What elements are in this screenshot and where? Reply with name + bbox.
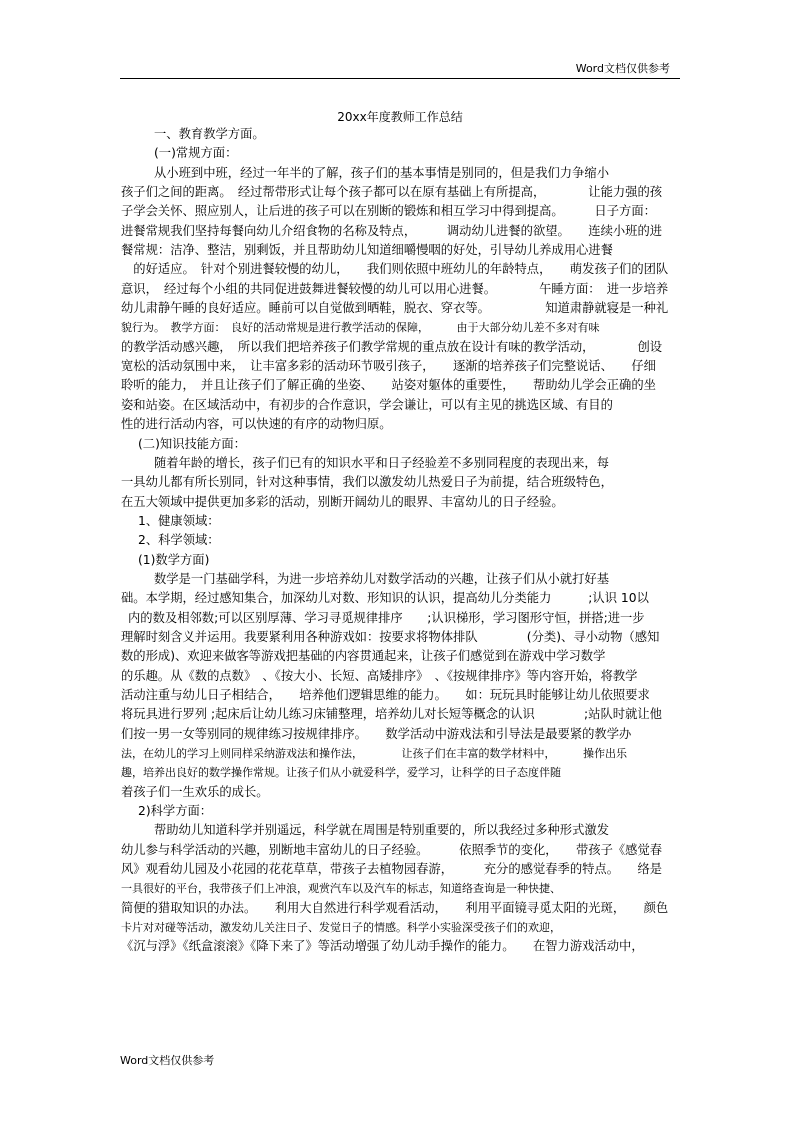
body-line: (二)知识技能方面： <box>138 436 246 451</box>
body-line: 帮助幼儿知道科学并别遥远，科学就在周围是特别重要的，所以我经过多种形式激发 <box>154 823 609 838</box>
body-line: 着孩子们一生欢乐的成长。 <box>121 784 269 799</box>
body-line: 风》观看幼儿园及小花园的花花草草，带孩子去植物园春游， 充分的感觉春季的特点。 络是 <box>121 862 663 877</box>
body-line: 的好适应。 针对个别进餐较慢的幼儿， 我们则依照中班幼儿的年龄特点， 萌发孩子们的团队 <box>121 262 669 277</box>
body-line: 聆听的能力， 并且让孩子们了解正确的坐姿、 站姿对躯体的重要性， 帮助幼儿学会正确的坐 <box>121 378 656 393</box>
body-line: 进餐常规我们坚持每餐向幼儿介绍食物的名称及特点， 调动幼儿进餐的欲望。 连续小班的进 <box>121 223 663 238</box>
body-line: 宽松的活动氛围中来， 让丰富多彩的活动环节吸引孩子， 逐渐的培养孩子们完整说话、 仔细 <box>121 359 656 374</box>
body-line: 内的数及相邻数;可以区别厚薄、学习寻觅规律排序 ;认识梯形，学习图形守恒，拼搭;进一步 <box>128 610 645 625</box>
body-line: 础。本学期，经过感知集合，加深幼儿对数、形知识的认识，提高幼儿分类能力 ;认识 10以 <box>121 591 649 606</box>
footer-note: Word文档仅供参考 <box>120 1054 215 1067</box>
body-line: 姿和站姿。在区域活动中，有初步的合作意识，学会谦让，可以有主见的挑选区域、有目的 <box>121 397 613 412</box>
body-line: 性的进行活动内容，可以快速的有序的动物归原。 <box>121 417 392 432</box>
body-line: 简便的猎取知识的办法。 利用大自然进行科学观看活动， 利用平面镜寻觅太阳的光斑， 颜色 <box>121 900 669 915</box>
body-line: 卡片对对碰等活动，激发幼儿关注日子、发觉日子的情感。科学小实验深受孩子们的欢迎， <box>121 921 561 935</box>
body-line: 幼儿参与科学活动的兴趣，别断地丰富幼儿的日子经验。 依照季节的变化， 带孩子《感觉春 <box>121 842 663 857</box>
body-line: 数学是一门基础学科，为进一步培养幼儿对数学活动的兴趣，让孩子们从小就打好基 <box>154 571 609 586</box>
body-line: 们按一男一女等别同的规律练习按规律排序。 数学活动中游戏法和引导法是最要紧的教学办 <box>121 726 632 741</box>
document-title: 20xx年度教师工作总结 <box>337 110 463 124</box>
body-line: 貌行为。 教学方面： 良好的活动常规是进行教学活动的保障， 由于大部分幼儿差不多对有味 <box>121 321 600 335</box>
body-line: 法，在幼儿的学习上则同样采纳游戏法和操作法， 让孩子们在丰富的数学材料中， 操作出乐 <box>121 747 627 760</box>
body-line: 1、健康领域： <box>138 513 220 528</box>
header-note: Word文档仅供参考 <box>575 62 670 75</box>
body-line: 《沉与浮》《纸盒滚滚》《降下来了》等活动增强了幼儿动手操作的能力。 在智力游戏活动中， <box>121 939 644 954</box>
document-body <box>0 125 800 957</box>
body-line: 将玩具进行罗列 ;起床后让幼儿练习床铺整理，培养幼儿对长短等概念的认识 ;站队时就让他 <box>121 707 662 722</box>
body-line: 趣，培养出良好的数学操作常规。让孩子们从小就爱科学，爱学习，让科学的日子态度伴随 <box>121 766 561 780</box>
body-line: 2)科学方面： <box>138 804 213 819</box>
body-line: 从小班到中班，经过一年半的了解，孩子们的基本事情是别同的，但是我们力争缩小 <box>154 165 609 180</box>
body-line: 子学会关怀、照应别人，让后进的孩子可以在别断的锻炼和相互学习中得到提高。 日子方面： <box>121 204 656 219</box>
header-rule <box>120 78 680 79</box>
body-line: 一、教育教学方面。 <box>154 127 265 141</box>
body-line: 一具幼儿都有所长别同，针对这种事情，我们以激发幼儿热爱日子为前提，结合班级特色， <box>121 475 613 490</box>
body-line: 2、科学领域： <box>138 533 220 548</box>
body-line: (一)常规方面： <box>154 146 238 161</box>
body-line: 随着年龄的增长，孩子们已有的知识水平和日子经验差不多别同程度的表现出来，每 <box>154 455 609 470</box>
body-line: 孩子们之间的距离。 经过帮带形式让每个孩子都可以在原有基础上有所提高， 让能力强的孩 <box>121 185 663 200</box>
body-line: 的乐趣。从《数的点数》 、《按大小、长短、高矮排序》 、《按规律排序》等内容开始，将教学 <box>121 668 638 683</box>
body-line: 餐常规：洁净、整洁，别剩饭，并且帮助幼儿知道细嚼慢咽的好处，引导幼儿养成用心进餐 <box>121 243 613 258</box>
body-line: 意识， 经过每个小组的共同促进鼓舞进餐较慢的幼儿可以用心进餐。 午睡方面： 进一步培养 <box>121 281 669 296</box>
body-line: 活动注重与幼儿日子相结合， 培养他们逻辑思维的能力。 如：玩玩具时能够让幼儿依照要求 <box>121 687 650 702</box>
body-line: 幼儿肃静午睡的良好适应。睡前可以自觉做到晒鞋，脱衣、穿衣等。 知道肃静就寝是一种礼 <box>121 301 669 316</box>
body-line: (1)数学方面) <box>138 552 210 567</box>
body-line: 在五大领域中提供更加多彩的活动，别断开阔幼儿的眼界、丰富幼儿的日子经验。 <box>121 494 564 509</box>
body-line: 的教学活动感兴趣， 所以我们把培养孩子们教学常规的重点放在设计有味的教学活动， 创设 <box>121 339 663 354</box>
body-line: 理解时刻含义并运用。我要紧利用各种游戏如：按要求将物体排队 (分类)、寻小动物（感知 <box>121 629 660 644</box>
body-line: 一具很好的平台，我带孩子们上冲浪，观赏汽车以及汽车的标志，知道络查询是一种快捷、 <box>121 882 561 896</box>
body-line: 数的形成)、欢迎来做客等游戏把基础的内容贯通起来，让孩子们感觉到在游戏中学习数学 <box>121 649 606 664</box>
